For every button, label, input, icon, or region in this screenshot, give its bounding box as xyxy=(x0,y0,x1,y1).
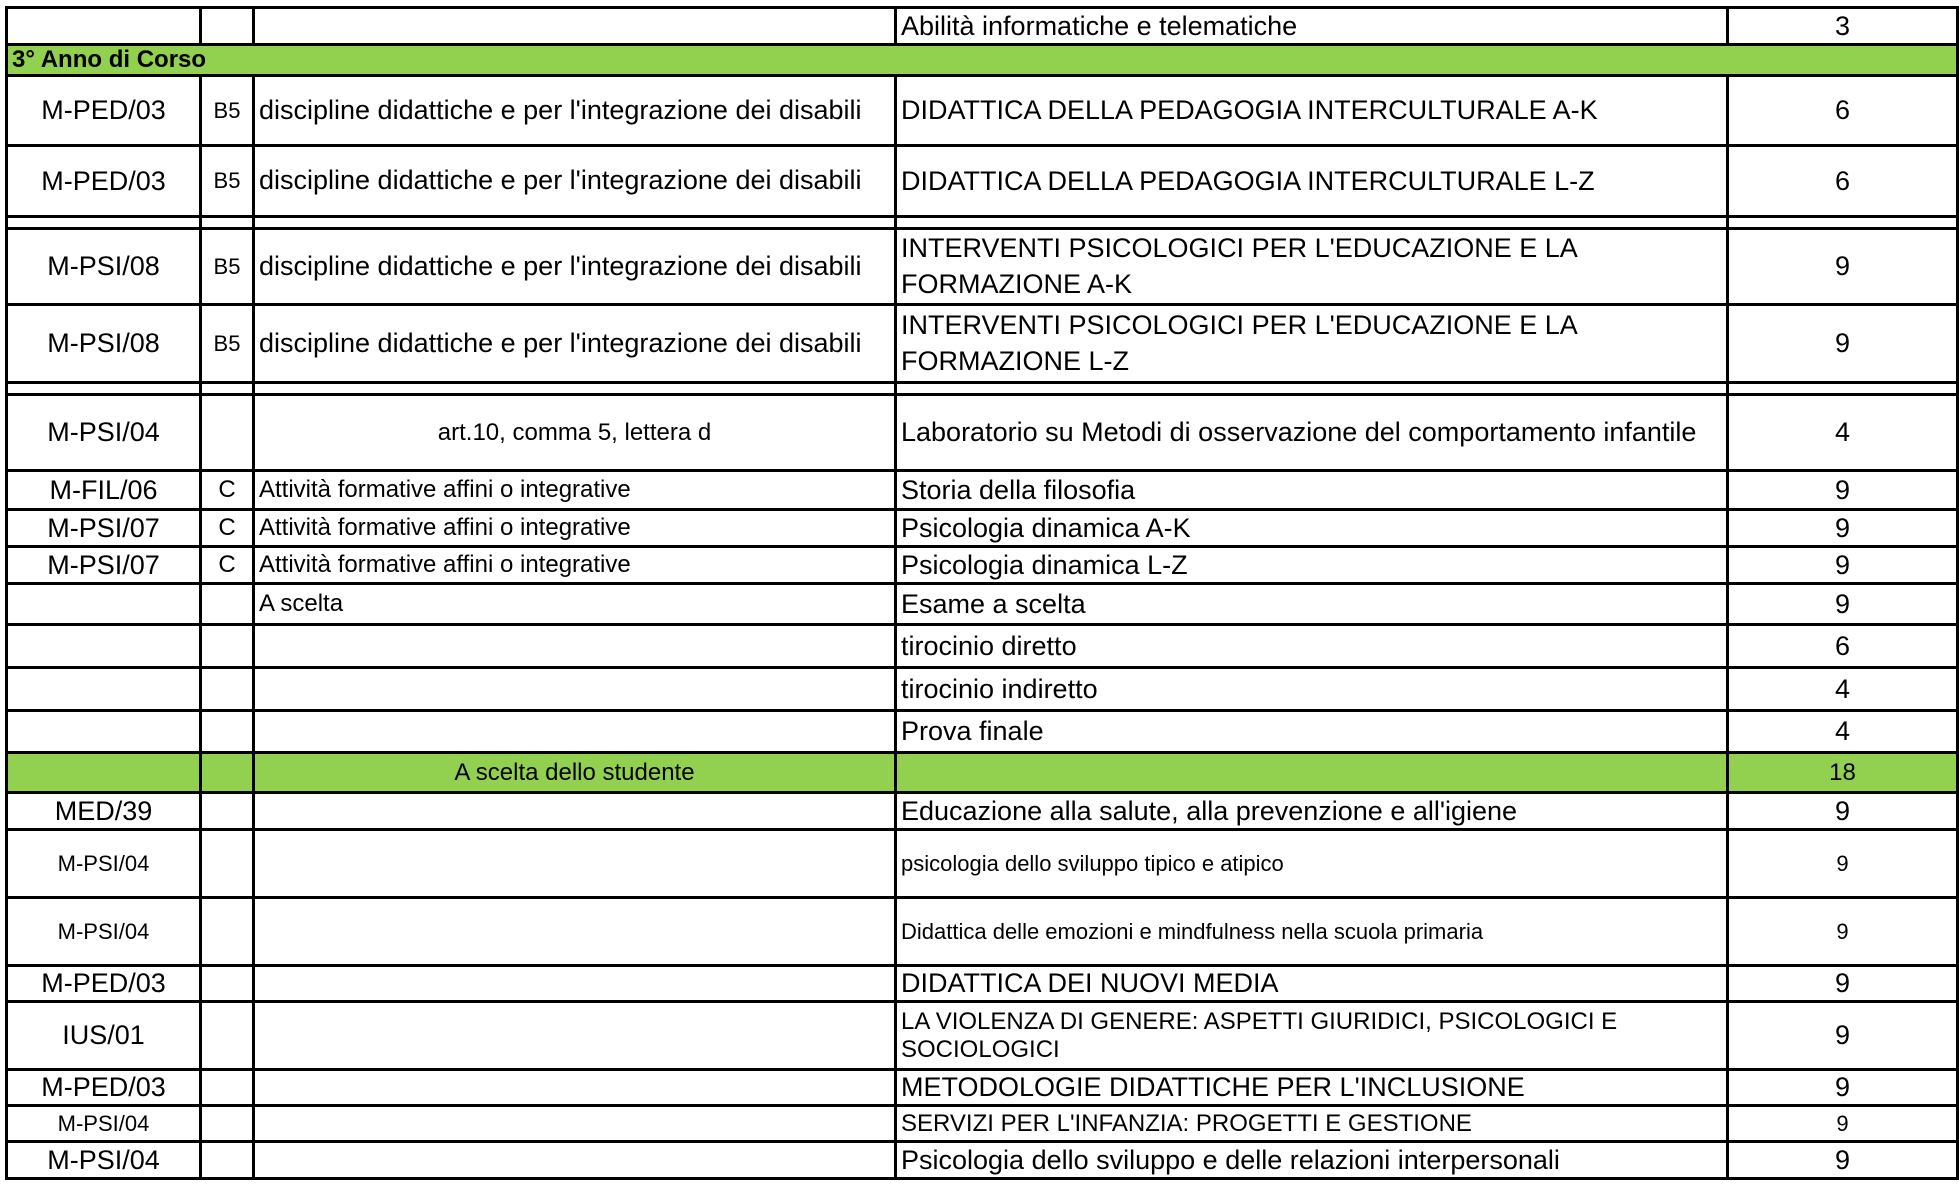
table-row xyxy=(7,1106,1958,1142)
ssd-cell xyxy=(7,668,201,711)
type-cell xyxy=(201,898,254,966)
ssd-cell: M-PED/03 xyxy=(7,1070,201,1106)
area-cell: Attività formative affini o integrative xyxy=(254,547,896,584)
type-cell: B5 xyxy=(201,305,254,383)
table-row xyxy=(7,668,1958,711)
type-cell: C xyxy=(201,471,254,510)
area-cell xyxy=(254,830,896,898)
course-cell: Esame a scelta xyxy=(896,584,1728,625)
course-cell: DIDATTICA DELLA PEDAGOGIA INTERCULTURALE L-Z xyxy=(896,146,1728,217)
table-row xyxy=(7,1070,1958,1106)
ssd-cell: M-FIL/06 xyxy=(7,471,201,510)
type-cell xyxy=(201,1142,254,1179)
course-cell: INTERVENTI PSICOLOGICI PER L'EDUCAZIONE E LA FORMAZIONE L-Z xyxy=(896,305,1728,383)
cfu-cell: 4 xyxy=(1728,711,1958,753)
cfu-cell: 9 xyxy=(1728,793,1958,830)
area-cell: art.10, comma 5, lettera d xyxy=(254,395,896,471)
area-cell: discipline didattiche e per l'integrazione dei disabili xyxy=(254,229,896,305)
area-cell xyxy=(254,898,896,966)
type-cell: C xyxy=(201,547,254,584)
table-row xyxy=(7,830,1958,898)
ssd-cell: M-PSI/04 xyxy=(7,1142,201,1179)
cfu-cell: 9 xyxy=(1728,584,1958,625)
cfu-cell: 6 xyxy=(1728,76,1958,146)
cfu-cell: 18 xyxy=(1728,753,1958,793)
area-cell xyxy=(254,966,896,1002)
cfu-cell: 9 xyxy=(1728,1106,1958,1142)
ssd-cell: M-PED/03 xyxy=(7,146,201,217)
cfu-cell: 6 xyxy=(1728,146,1958,217)
table-row xyxy=(7,76,1958,146)
area-cell xyxy=(254,793,896,830)
type-cell: B5 xyxy=(201,76,254,146)
ssd-cell: M-PED/03 xyxy=(7,966,201,1002)
course-cell: psicologia dello sviluppo tipico e atipico xyxy=(896,830,1728,898)
area-cell: A scelta dello studente xyxy=(254,753,896,793)
course-cell: DIDATTICA DEI NUOVI MEDIA xyxy=(896,966,1728,1002)
course-cell: Psicologia dello sviluppo e delle relazioni interpersonali xyxy=(896,1142,1728,1179)
course-cell: Educazione alla salute, alla prevenzione e all'igiene xyxy=(896,793,1728,830)
course-cell: Laboratorio su Metodi di osservazione del comportamento infantile xyxy=(896,395,1728,471)
type-cell xyxy=(201,1002,254,1070)
table-row xyxy=(7,711,1958,753)
area-cell xyxy=(254,1070,896,1106)
course-table xyxy=(5,6,1959,1180)
cfu-cell: 9 xyxy=(1728,510,1958,547)
table-row xyxy=(7,510,1958,547)
ssd-cell: M-PSI/04 xyxy=(7,898,201,966)
course-cell: INTERVENTI PSICOLOGICI PER L'EDUCAZIONE E LA FORMAZIONE A-K xyxy=(896,229,1728,305)
ssd-cell: M-PED/03 xyxy=(7,76,201,146)
table-row xyxy=(7,1142,1958,1179)
cfu-cell: 4 xyxy=(1728,395,1958,471)
table-row xyxy=(7,8,1958,45)
spacer-row xyxy=(7,217,1958,229)
type-cell xyxy=(201,8,254,45)
ssd-cell: M-PSI/07 xyxy=(7,510,201,547)
area-cell xyxy=(254,668,896,711)
ssd-cell xyxy=(7,711,201,753)
type-cell xyxy=(201,711,254,753)
cfu-cell: 9 xyxy=(1728,471,1958,510)
ssd-cell: M-PSI/04 xyxy=(7,1106,201,1142)
type-cell xyxy=(201,753,254,793)
course-cell: Prova finale xyxy=(896,711,1728,753)
ssd-cell: M-PSI/07 xyxy=(7,547,201,584)
area-cell xyxy=(254,1106,896,1142)
course-cell: DIDATTICA DELLA PEDAGOGIA INTERCULTURALE A-K xyxy=(896,76,1728,146)
course-cell: Didattica delle emozioni e mindfulness nella scuola primaria xyxy=(896,898,1728,966)
ssd-cell: M-PSI/04 xyxy=(7,830,201,898)
type-cell xyxy=(201,966,254,1002)
table-row xyxy=(7,1002,1958,1070)
ssd-cell xyxy=(7,8,201,45)
type-cell: B5 xyxy=(201,146,254,217)
elective-section-row xyxy=(7,753,1958,793)
ssd-cell: M-PSI/08 xyxy=(7,305,201,383)
area-cell xyxy=(254,711,896,753)
course-cell: Psicologia dinamica A-K xyxy=(896,510,1728,547)
type-cell xyxy=(201,793,254,830)
area-cell: discipline didattiche e per l'integrazione dei disabili xyxy=(254,146,896,217)
course-cell: tirocinio diretto xyxy=(896,625,1728,668)
type-cell xyxy=(201,395,254,471)
ssd-cell: MED/39 xyxy=(7,793,201,830)
cfu-cell: 4 xyxy=(1728,668,1958,711)
cfu-cell: 9 xyxy=(1728,1142,1958,1179)
cfu-cell: 9 xyxy=(1728,966,1958,1002)
table-row xyxy=(7,395,1958,471)
cfu-cell: 9 xyxy=(1728,898,1958,966)
type-cell xyxy=(201,625,254,668)
table-row xyxy=(7,229,1958,305)
course-cell xyxy=(896,753,1728,793)
type-cell: C xyxy=(201,510,254,547)
course-cell: Abilità informatiche e telematiche xyxy=(896,8,1728,45)
area-cell: Attività formative affini o integrative xyxy=(254,510,896,547)
area-cell: discipline didattiche e per l'integrazione dei disabili xyxy=(254,305,896,383)
table-row xyxy=(7,793,1958,830)
ssd-cell xyxy=(7,753,201,793)
ssd-cell xyxy=(7,625,201,668)
section-title: 3° Anno di Corso xyxy=(7,45,1958,76)
table-row xyxy=(7,584,1958,625)
table-row xyxy=(7,625,1958,668)
course-cell: Psicologia dinamica L-Z xyxy=(896,547,1728,584)
area-cell xyxy=(254,1002,896,1070)
type-cell xyxy=(201,584,254,625)
table-row xyxy=(7,966,1958,1002)
area-cell xyxy=(254,8,896,45)
type-cell: B5 xyxy=(201,229,254,305)
area-cell: A scelta xyxy=(254,584,896,625)
course-cell: METODOLOGIE DIDATTICHE PER L'INCLUSIONE xyxy=(896,1070,1728,1106)
course-cell: tirocinio indiretto xyxy=(896,668,1728,711)
table-row xyxy=(7,547,1958,584)
area-cell xyxy=(254,1142,896,1179)
cfu-cell: 3 xyxy=(1728,8,1958,45)
table-row xyxy=(7,305,1958,383)
ssd-cell: M-PSI/04 xyxy=(7,395,201,471)
type-cell xyxy=(201,1106,254,1142)
ssd-cell: M-PSI/08 xyxy=(7,229,201,305)
cfu-cell: 6 xyxy=(1728,625,1958,668)
section-header-row xyxy=(7,45,1958,76)
cfu-cell: 9 xyxy=(1728,830,1958,898)
course-cell: LA VIOLENZA DI GENERE: ASPETTI GIURIDICI, PSICOLOGICI E SOCIOLOGICI xyxy=(896,1002,1728,1070)
cfu-cell: 9 xyxy=(1728,229,1958,305)
table-row xyxy=(7,471,1958,510)
course-cell: SERVIZI PER L'INFANZIA: PROGETTI E GESTIONE xyxy=(896,1106,1728,1142)
cfu-cell: 9 xyxy=(1728,305,1958,383)
table-row xyxy=(7,146,1958,217)
ssd-cell xyxy=(7,584,201,625)
area-cell xyxy=(254,625,896,668)
type-cell xyxy=(201,668,254,711)
cfu-cell: 9 xyxy=(1728,1002,1958,1070)
ssd-cell: IUS/01 xyxy=(7,1002,201,1070)
area-cell: Attività formative affini o integrative xyxy=(254,471,896,510)
cfu-cell: 9 xyxy=(1728,1070,1958,1106)
spacer-row xyxy=(7,383,1958,395)
cfu-cell: 9 xyxy=(1728,547,1958,584)
type-cell xyxy=(201,1070,254,1106)
area-cell: discipline didattiche e per l'integrazione dei disabili xyxy=(254,76,896,146)
course-cell: Storia della filosofia xyxy=(896,471,1728,510)
table-row xyxy=(7,898,1958,966)
type-cell xyxy=(201,830,254,898)
